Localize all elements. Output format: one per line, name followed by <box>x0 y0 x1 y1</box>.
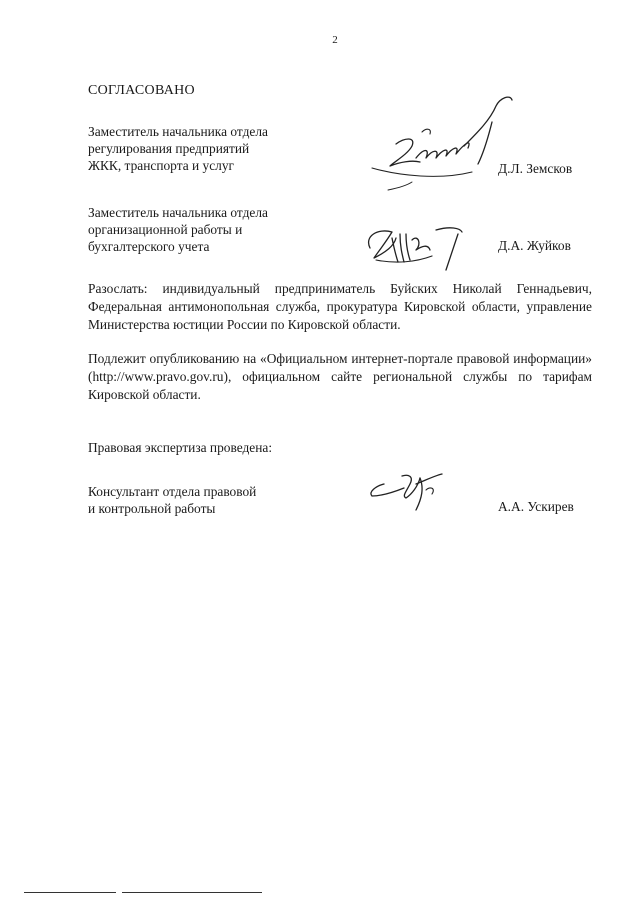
approval-heading: СОГЛАСОВАНО <box>88 83 195 98</box>
legal-review-line: Правовая экспертиза проведена: <box>88 440 273 455</box>
approver-2-position-line-2: организационной работы и <box>88 222 243 237</box>
approver-1-name: Д.Л. Земсков <box>498 161 573 176</box>
consultant-position-line-1: Консультант отдела правовой <box>88 484 257 499</box>
publication-paragraph: Подлежит опубликованию на «Официальном интернет-портале правовой информации» (http://www.pravo.gov.ru), официальном сайте региональной службы по тарифам Кировской области. <box>88 351 592 402</box>
page-number: 2 <box>332 34 338 46</box>
approver-1-position-line-2: регулирования предприятий <box>88 141 250 156</box>
consultant-signature <box>362 464 452 516</box>
distribution-paragraph: Разослать: индивидуальный предприниматель Буйских Николай Геннадьевич, Федеральная антимонопольная служба, прокуратура Кировской области, управление Министерства юстиции России по Кировской области. <box>88 281 592 332</box>
approver-2-signature <box>356 218 476 278</box>
footer-rule-left <box>24 892 116 893</box>
approver-1-position-line-3: ЖКК, транспорта и услуг <box>88 158 235 173</box>
consultant-name: А.А. Ускирев <box>498 499 574 514</box>
approver-2-position-line-1: Заместитель начальника отдела <box>88 205 268 220</box>
approver-2-position-line-3: бухгалтерского учета <box>88 239 210 254</box>
footer-rule-right <box>122 892 262 893</box>
consultant-position-line-2: и контрольной работы <box>88 501 216 516</box>
approver-1-signature <box>360 92 530 202</box>
approver-1-position-line-1: Заместитель начальника отдела <box>88 124 268 139</box>
approver-2-name: Д.А. Жуйков <box>498 238 571 253</box>
